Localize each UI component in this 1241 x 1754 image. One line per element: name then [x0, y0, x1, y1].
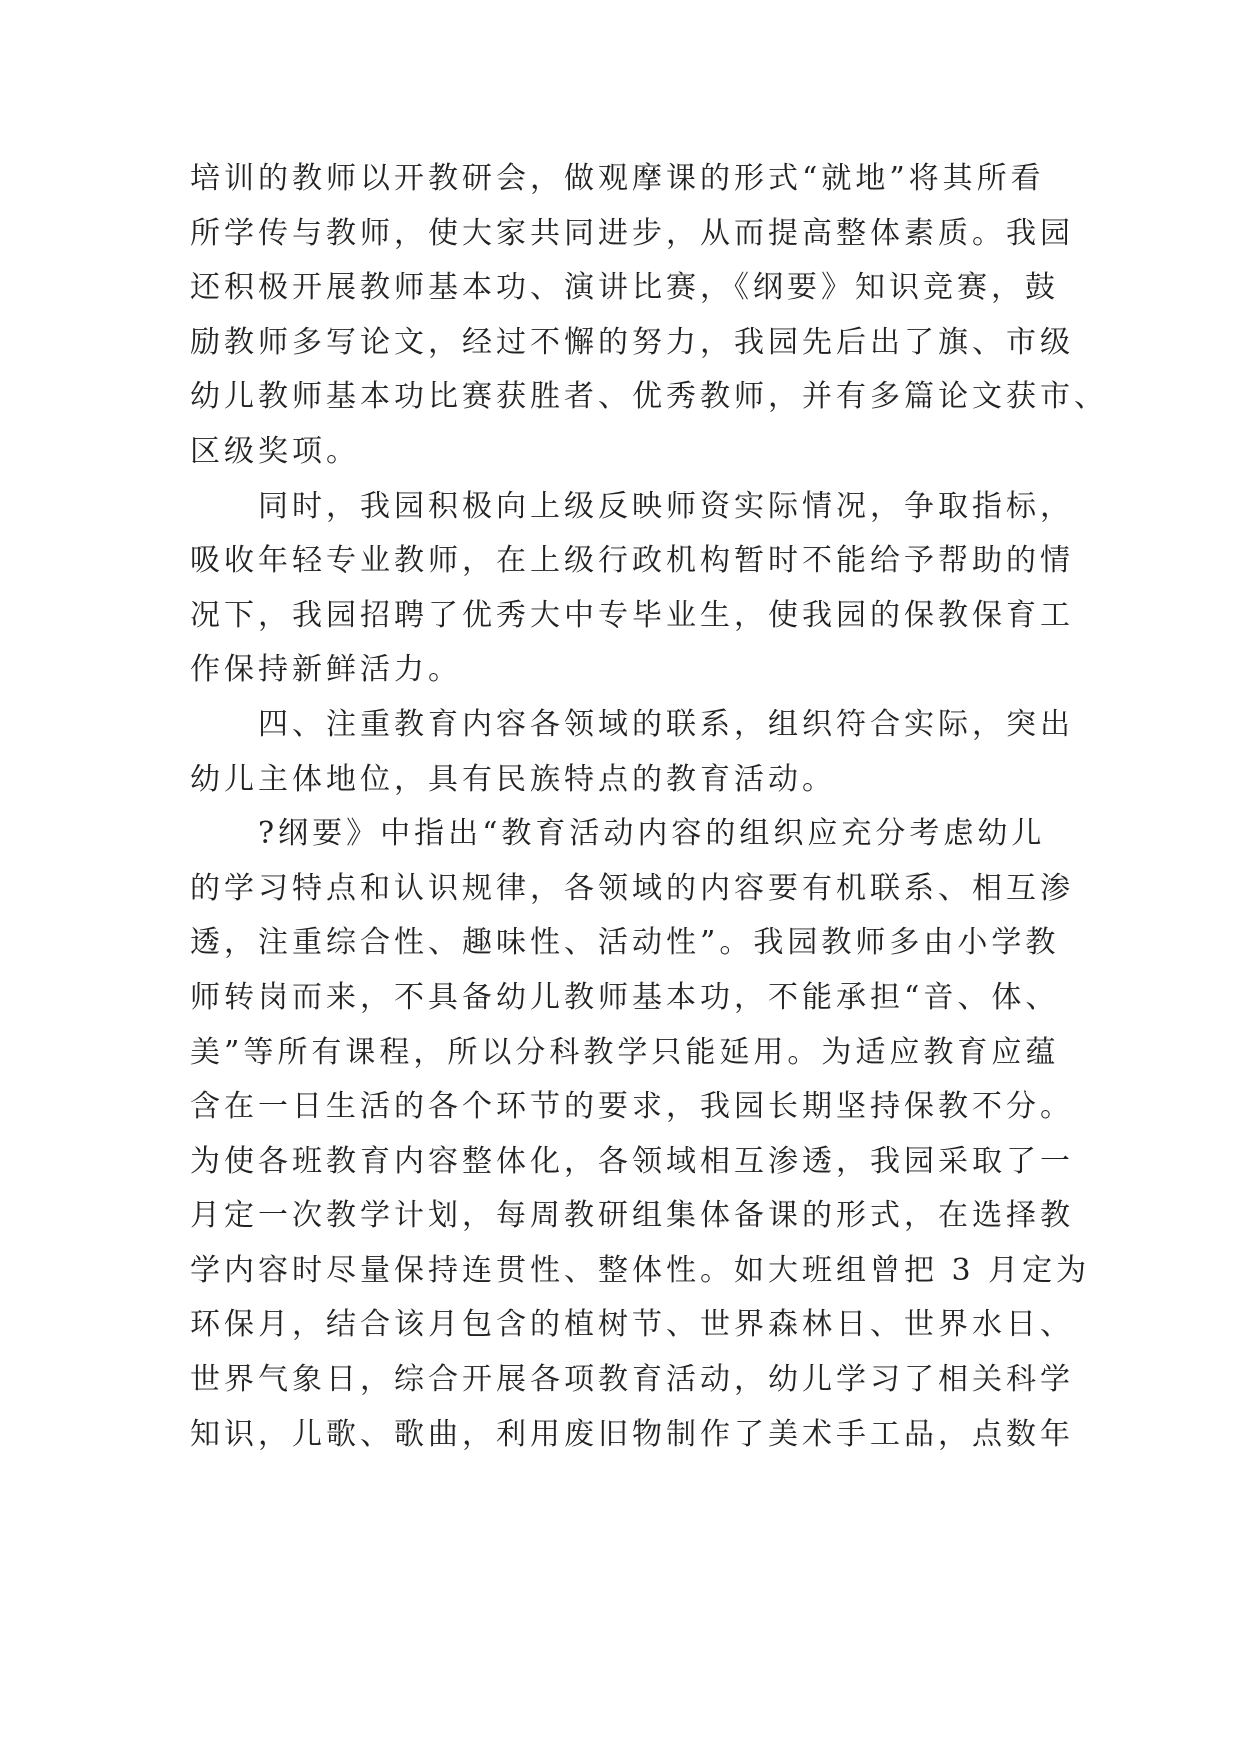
text-line: 透，注重综合性、趣味性、活动性”。我园教师多由小学教	[190, 925, 1060, 961]
text-line: 幼儿主体地位，具有民族特点的教育活动。	[190, 761, 836, 797]
text-line: 幼儿教师基本功比赛获胜者、优秀教师，并有多篇论文获市、	[190, 379, 1108, 415]
text-line: 的学习特点和认识规律，各领域的内容要有机联系、相互渗	[190, 870, 1074, 906]
text-line: 学内容时尽量保持连贯性、整体性。如大班组曾把 3 月定为	[190, 1252, 1091, 1288]
text-line: 励教师多写论文，经过不懈的努力，我园先后出了旗、市级	[190, 324, 1074, 360]
text-line: 同时，我园积极向上级反映师资实际情况，争取指标，	[258, 488, 1074, 524]
text-line: ?纲要》中指出“教育活动内容的组织应充分考虑幼儿	[258, 816, 1046, 852]
text-line: 环保月，结合该月包含的植树节、世界森林日、世界水日、	[190, 1307, 1074, 1343]
text-line: 所学传与教师，使大家共同进步，从而提高整体素质。我园	[190, 215, 1074, 251]
text-line: 作保持新鲜活力。	[190, 652, 462, 688]
text-line: 月定一次教学计划，每周教研组集体备课的形式，在选择教	[190, 1198, 1074, 1234]
text-line: 培训的教师以开教研会，做观摩课的形式“就地”将其所看	[190, 161, 1045, 196]
body-text	[190, 152, 1108, 1462]
text-line: 吸收年轻专业教师，在上级行政机构暂时不能给予帮助的情	[190, 543, 1074, 579]
text-line: 含在一日生活的各个环节的要求，我园长期坚持保教不分。	[190, 1089, 1074, 1125]
text-line: 况下，我园招聘了优秀大中专毕业生，使我园的保教保育工	[190, 597, 1074, 633]
text-line: 世界气象日，综合开展各项教育活动，幼儿学习了相关科学	[190, 1362, 1074, 1398]
text-line: 师转岗而来，不具备幼儿教师基本功，不能承担“音、体、	[190, 979, 1060, 1015]
text-line: 还积极开展教师基本功、演讲比赛，《纲要》知识竞赛，鼓	[190, 270, 1059, 306]
text-line: 区级奖项。	[190, 433, 360, 469]
text-line: 四、注重教育内容各领域的联系，组织符合实际，突出	[258, 706, 1074, 742]
text-line: 知识，儿歌、歌曲，利用废旧物制作了美术手工品，点数年	[190, 1416, 1074, 1452]
text-line: 为使各班教育内容整体化，各领域相互渗透，我园采取了一	[190, 1143, 1074, 1179]
text-line: 美”等所有课程，所以分科教学只能延用。为适应教育应蕴	[190, 1034, 1060, 1070]
